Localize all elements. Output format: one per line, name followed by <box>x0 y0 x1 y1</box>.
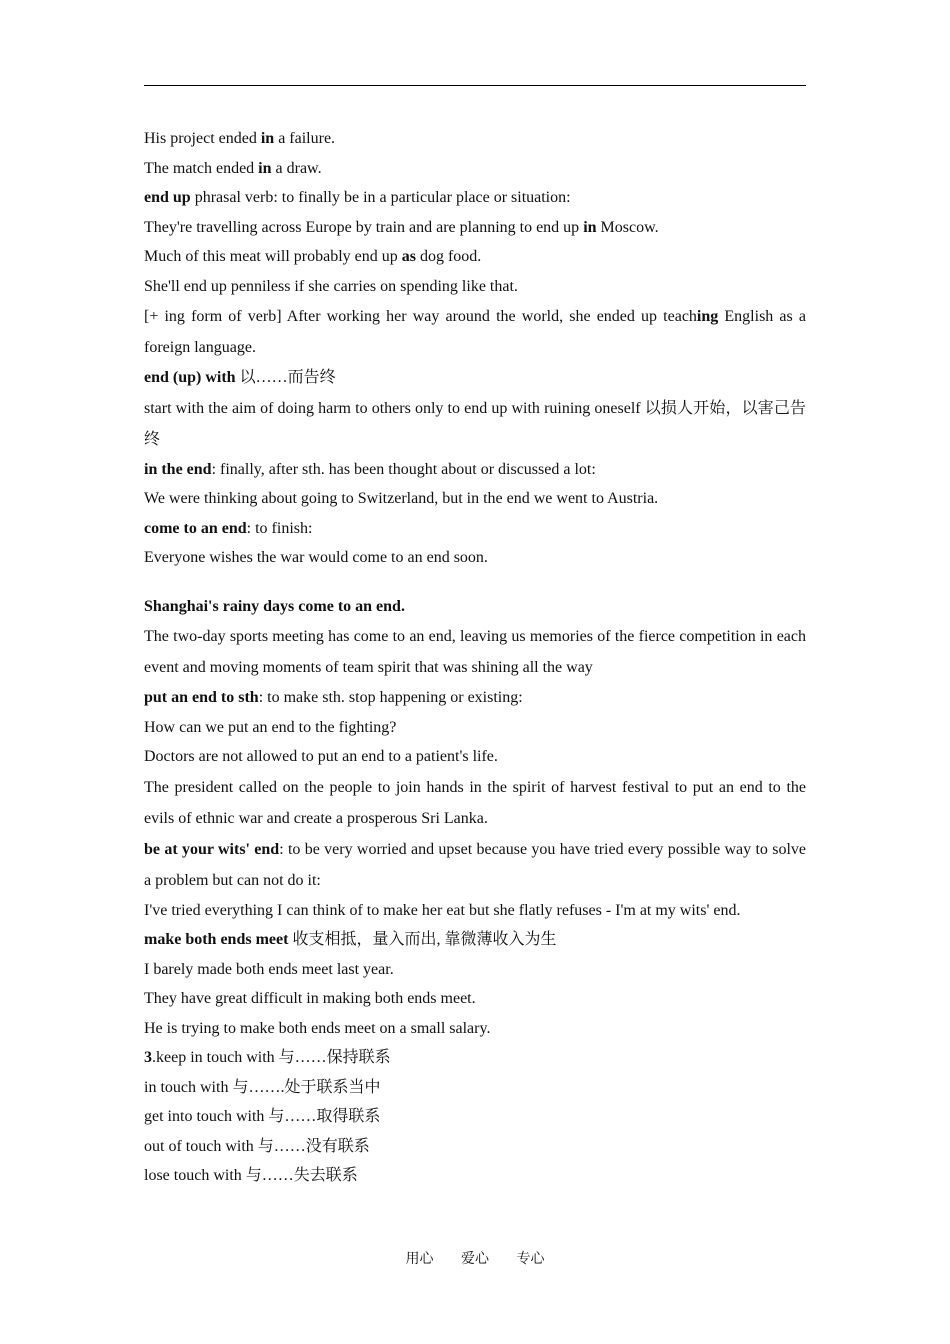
text-segment: dog food. <box>415 248 482 265</box>
text-line <box>144 592 806 622</box>
text-segment: I've tried everything I can think of to make her eat but she flatly refuses - I'm at my wits' end. <box>144 901 741 919</box>
text-segment: get into touch with 与……取得联系 <box>144 1108 381 1125</box>
bold-term: in <box>258 159 272 177</box>
text-segment: : finally, after sth. has been thought about or discussed a lot: <box>211 460 596 478</box>
bold-term: end up <box>144 189 191 206</box>
text-line <box>144 621 806 683</box>
text-segment: How can we put an end to the fighting? <box>144 718 397 736</box>
text-line <box>144 1161 806 1191</box>
text-segment: .keep in touch with 与……保持联系 <box>152 1049 391 1066</box>
text-line <box>144 896 806 926</box>
text-segment: Much of this meat will probably end up <box>144 248 402 265</box>
bold-term: be at your wits' end <box>144 840 280 858</box>
page-footer <box>0 1248 950 1268</box>
bold-term: in <box>260 130 275 147</box>
text-line <box>144 1073 806 1103</box>
text-segment: Doctors are not allowed to put an end to a patient's life. <box>144 748 498 765</box>
text-line <box>144 393 806 455</box>
text-line <box>144 1014 806 1044</box>
text-line <box>144 363 806 393</box>
text-line <box>144 183 806 213</box>
text-line <box>144 455 806 485</box>
text-segment: out of touch with 与……没有联系 <box>144 1137 370 1155</box>
text-line <box>144 301 806 363</box>
text-segment: They have great difficult in making both ends meet. <box>144 990 476 1007</box>
document-body <box>144 124 806 1191</box>
bold-term: Shanghai's rainy days come to an end. <box>144 597 405 615</box>
text-line <box>144 984 806 1014</box>
text-line <box>144 683 806 713</box>
text-segment: 收支相抵，量入而出, 靠微薄收入为生 <box>288 931 557 948</box>
text-segment: She'll end up penniless if she carries on spending like that. <box>144 277 518 295</box>
text-line <box>144 514 806 544</box>
text-segment: start with the aim of doing harm to others only to end up with ruining oneself 以损人开始，以害己告终 <box>144 399 806 448</box>
text-line <box>144 1132 806 1162</box>
text-segment: a failure. <box>274 130 336 147</box>
bold-term: in the end <box>144 460 212 478</box>
bold-term: put an end to sth <box>144 689 259 706</box>
footer-word-3: 专心 <box>516 1252 545 1267</box>
text-segment: They're travelling across Europe by train and are planning to end up <box>144 218 584 236</box>
section-gap <box>144 573 806 592</box>
text-segment: : to be very worried and upset because you have tried every possible way to solve a problem but can not do it: <box>144 840 807 889</box>
text-segment: His project ended <box>144 130 261 147</box>
text-line <box>144 543 806 573</box>
text-line <box>144 1043 806 1073</box>
bold-term: end (up) with <box>144 369 236 386</box>
text-line <box>144 713 806 743</box>
text-segment: : to make sth. stop happening or existing: <box>258 689 523 706</box>
bold-term: as <box>401 248 416 265</box>
text-segment: lose touch with 与……失去联系 <box>144 1167 358 1184</box>
text-line <box>144 742 806 772</box>
text-segment: The two-day sports meeting has come to an end, leaving us memories of the fierce competition in each event and moving moments of team spirit that was shining all the way <box>144 628 806 676</box>
footer-word-1: 用心 <box>405 1252 434 1267</box>
text-line <box>144 955 806 985</box>
text-segment: We were thinking about going to Switzerland, but in the end we went to Austria. <box>144 490 659 507</box>
bold-term: 3 <box>144 1049 152 1066</box>
text-line <box>144 772 806 834</box>
bold-term: ing <box>696 308 719 325</box>
text-segment: I barely made both ends meet last year. <box>144 960 394 978</box>
bold-term: make both ends meet <box>144 931 289 948</box>
text-line <box>144 154 806 184</box>
text-segment: English as a foreign language. <box>144 308 806 356</box>
text-segment: [+ ing form of verb] After working her way around the world, she ended up teach <box>144 308 697 325</box>
text-segment: The match ended <box>144 159 259 177</box>
text-segment: He is trying to make both ends meet on a small salary. <box>144 1019 491 1037</box>
text-line <box>144 834 806 896</box>
bold-term: in <box>583 218 597 236</box>
text-line <box>144 272 806 302</box>
text-line <box>144 925 806 955</box>
footer-word-2: 爱心 <box>461 1252 489 1267</box>
header-rule <box>144 85 806 86</box>
text-line <box>144 1102 806 1132</box>
text-segment: Everyone wishes the war would come to an end soon. <box>144 549 488 566</box>
text-segment: in touch with 与…….处于联系当中 <box>144 1078 381 1096</box>
text-segment: a draw. <box>271 159 322 177</box>
text-line <box>144 124 806 154</box>
text-segment: The president called on the people to join hands in the spirit of harvest festival to put an end to the evils of ethnic war and create a prosperous Sri Lanka. <box>144 778 806 827</box>
text-line <box>144 484 806 514</box>
text-segment: phrasal verb: to finally be in a particular place or situation: <box>190 189 571 206</box>
text-segment: 以……而告终 <box>235 369 336 386</box>
text-segment: : to finish: <box>246 519 313 537</box>
bold-term: come to an end <box>144 519 247 537</box>
text-segment: Moscow. <box>596 218 659 236</box>
text-line <box>144 213 806 243</box>
text-line <box>144 242 806 272</box>
